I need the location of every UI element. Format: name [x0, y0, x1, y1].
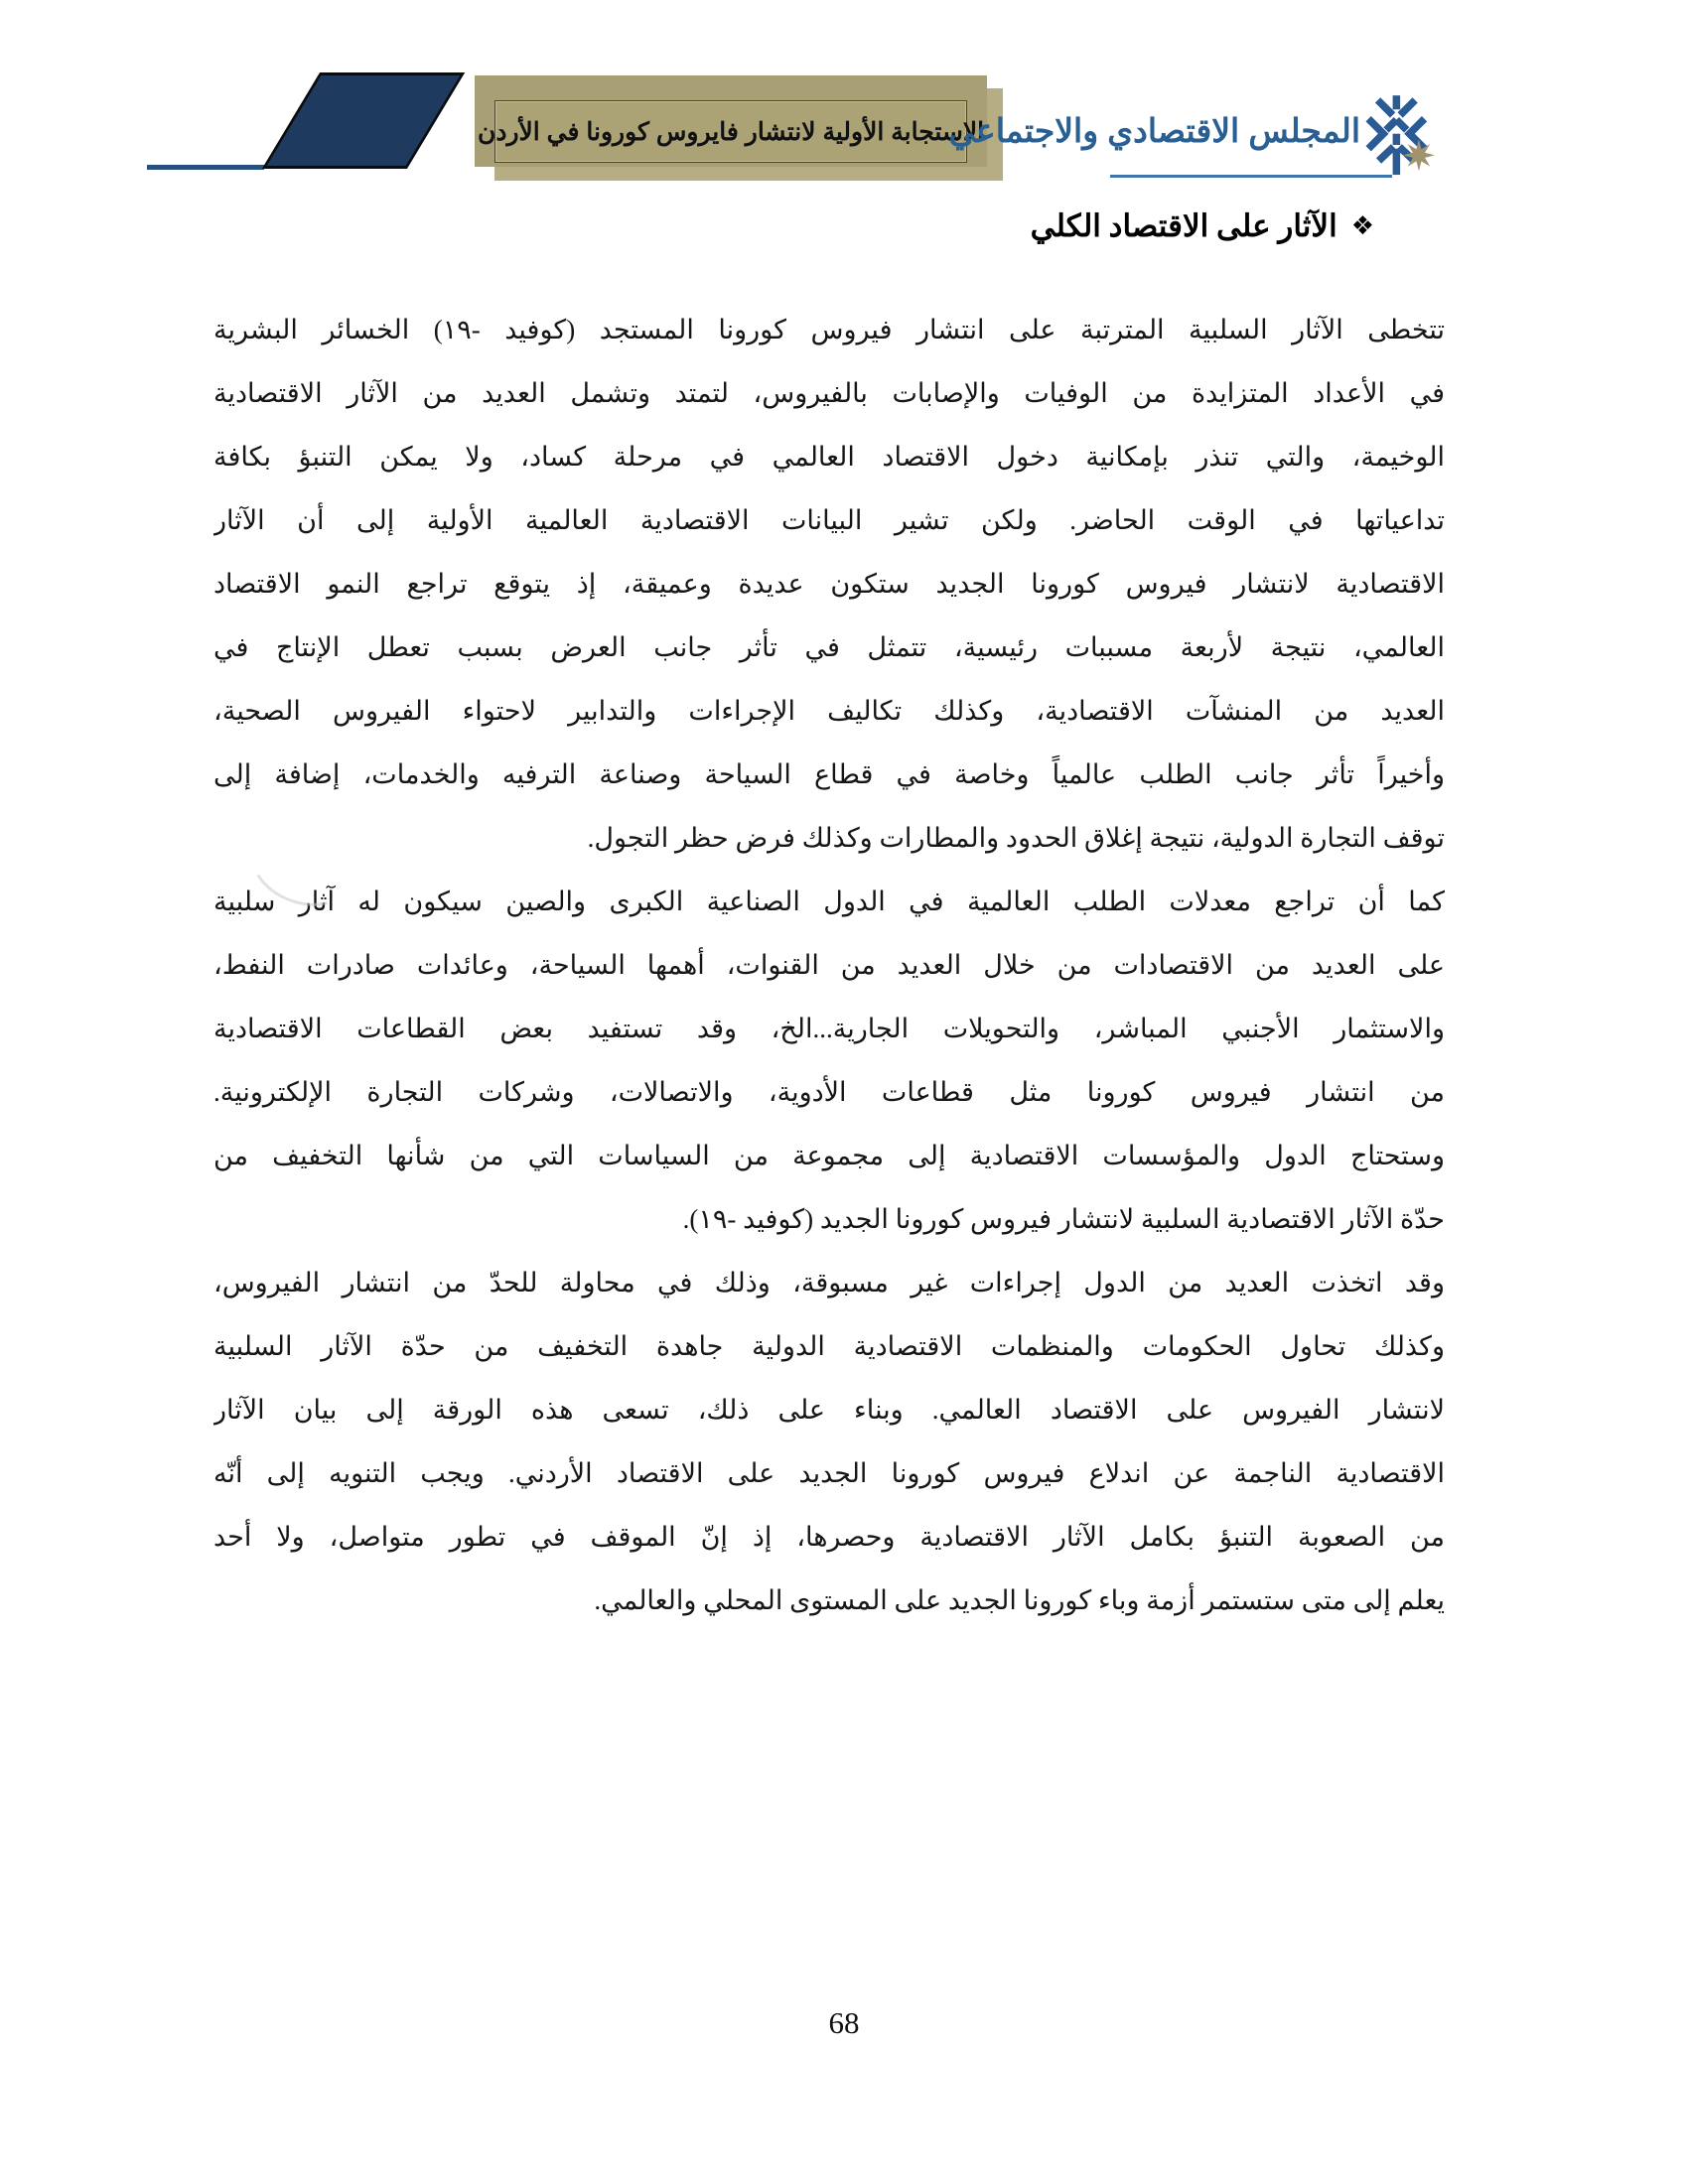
diamond-bullet-icon: ❖	[1350, 211, 1374, 241]
text-line: توقف التجارة الدولية، نتيجة إغلاق الحدود والمطارات وكذلك فرض حظر التجول.	[587, 823, 1445, 853]
page-number: 68	[828, 2005, 860, 2040]
banner-title: الاستجابة الأولية لانتشار فايروس كورونا في الأردن	[494, 100, 967, 163]
header-banner	[475, 75, 987, 167]
text-line: على العديد من الاقتصادات من خلال العديد من القنوات، أهمها السياحة، وعائدات صادرات النفط،	[213, 950, 1445, 980]
text-line: وستحتاج الدول والمؤسسات الاقتصادية إلى مجموعة من السياسات التي من شأنها التخفيف من	[213, 1141, 1445, 1170]
council-logo-icon	[1355, 92, 1449, 182]
text-line: لانتشار الفيروس على الاقتصاد العالمي. وبناء على ذلك، تسعى هذه الورقة إلى بيان الآثار	[213, 1395, 1445, 1425]
page-title-text: الآثار على الاقتصاد الكلي	[1030, 208, 1337, 243]
body-text	[213, 298, 1445, 1632]
text-line: العديد من المنشآت الاقتصادية، وكذلك تكاليف الإجراءات والتدابير لاحتواء الفيروس الصحية،	[213, 696, 1445, 726]
text-line: تتخطى الآثار السلبية المترتبة على انتشار فيروس كورونا المستجد (كوفيد -١٩) الخسائر البشرية	[213, 315, 1445, 344]
org-name: المجلس الاقتصادي والاجتماعي	[948, 112, 1360, 149]
paragraph	[213, 1251, 1445, 1632]
text-line: حدّة الآثار الاقتصادية السلبية لانتشار فيروس كورونا الجديد (كوفيد -١٩).	[682, 1204, 1445, 1234]
text-line: والاستثمار الأجنبي المباشر، والتحويلات الجارية...الخ، وقد تستفيد بعض القطاعات الاقتصادية	[213, 1014, 1445, 1043]
star-icon	[1403, 139, 1435, 171]
text-line: العالمي، نتيجة لأربعة مسببات رئيسية، تتمثل في تأثر جانب العرض بسبب تعطل الإنتاج في	[213, 632, 1445, 662]
text-line: وأخيراً تأثر جانب الطلب عالمياً وخاصة في قطاع السياحة وصناعة الترفيه والخدمات، إضافة إلى	[213, 759, 1445, 789]
header-left-rule	[147, 165, 264, 170]
paragraph	[213, 870, 1445, 1251]
text-line: الاقتصادية لانتشار فيروس كورونا الجديد ستكون عديدة وعميقة، إذ يتوقع تراجع النمو الاقتصاد	[213, 569, 1445, 599]
header-parallelogram	[262, 72, 465, 169]
text-line: تداعياتها في الوقت الحاضر. ولكن تشير البيانات الاقتصادية العالمية الأولية إلى أن الآثار	[213, 505, 1445, 535]
text-line: وكذلك تحاول الحكومات والمنظمات الاقتصادية الدولية جاهدة التخفيف من حدّة الآثار السلبية	[213, 1331, 1445, 1361]
text-line: من انتشار فيروس كورونا مثل قطاعات الأدوية، والاتصالات، وشركات التجارة الإلكترونية.	[213, 1077, 1445, 1107]
paragraph	[213, 298, 1445, 870]
text-line: من الصعوبة التنبؤ بكامل الآثار الاقتصادية وحصرها، إذ إنّ الموقف في تطور متواصل، ولا أحد	[213, 1522, 1445, 1552]
text-line: يعلم إلى متى ستستمر أزمة وباء كورونا الجديد على المستوى المحلي والعالمي.	[594, 1585, 1445, 1615]
text-line: وقد اتخذت العديد من الدول إجراءات غير مسبوقة، وذلك في محاولة للحدّ من انتشار الفيروس،	[213, 1268, 1445, 1297]
text-line: الاقتصادية الناجمة عن اندلاع فيروس كورونا الجديد على الاقتصاد الأردني. ويجب التنويه إلى أنّه	[213, 1458, 1445, 1488]
text-line: كما أن تراجع معدلات الطلب العالمية في الدول الصناعية الكبرى والصين سيكون له آثار سلبية	[213, 887, 1445, 916]
text-line: الوخيمة، والتي تنذر بإمكانية دخول الاقتصاد العالمي في مرحلة كساد، ولا يمكن التنبؤ بكافة	[213, 442, 1445, 472]
org-underline	[1110, 175, 1392, 178]
page-title	[1031, 208, 1374, 244]
text-line: في الأعداد المتزايدة من الوفيات والإصابات بالفيروس، لتمتد وتشمل العديد من الآثار الاقتصادية	[213, 378, 1445, 408]
